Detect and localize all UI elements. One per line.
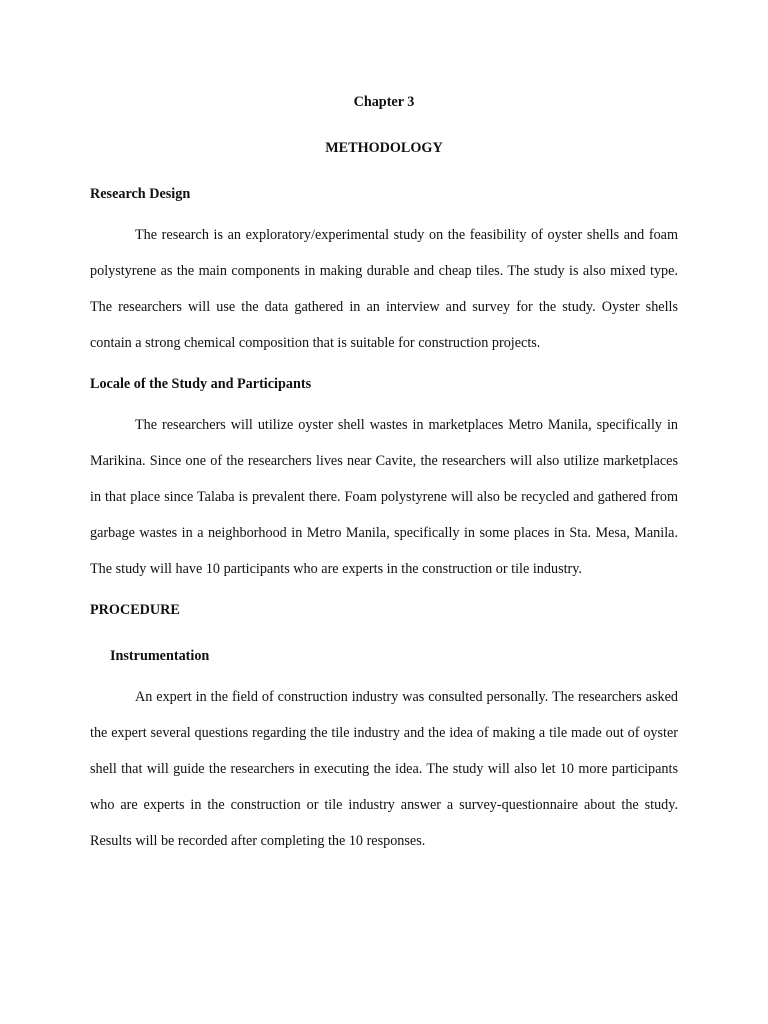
heading-instrumentation: Instrumentation (110, 648, 210, 664)
chapter-label: Chapter 3 (353, 94, 415, 110)
paragraph-locale: The researchers will utilize oyster shell wastes in marketplaces Metro Manila, specifically in Marikina. Since one of the researchers lives near Cavite, the researchers will also utilize marketplaces in that place since Talaba is prevalent there. Foam polystyrene will also be recycled and gathered from garbage wastes in a neighborhood in Metro Manila, specifically in some places in Sta. Mesa, Manila. The study will have 10 participants who are experts in the construction or tile industry. (90, 417, 678, 577)
document-page (90, 89, 678, 859)
heading-research-design: Research Design (90, 186, 191, 202)
chapter-title: METHODOLOGY (325, 140, 443, 156)
heading-locale: Locale of the Study and Participants (90, 376, 312, 392)
heading-procedure: PROCEDURE (90, 602, 180, 618)
paragraph-instrumentation: An expert in the field of construction industry was consulted personally. The researchers asked the expert several questions regarding the tile industry and the idea of making a tile made out of oyster shell that will guide the researchers in executing the idea. The study will also let 10 more participants who are experts in the construction or tile industry answer a survey-questionnaire about the study. Results will be recorded after completing the 10 responses. (90, 689, 678, 849)
paragraph-research-design: The research is an exploratory/experimental study on the feasibility of oyster shells and foam polystyrene as the main components in making durable and cheap tiles. The study is also mixed type. The researchers will use the data gathered in an interview and survey for the study. Oyster shells contain a strong chemical composition that is suitable for construction projects. (90, 227, 678, 351)
